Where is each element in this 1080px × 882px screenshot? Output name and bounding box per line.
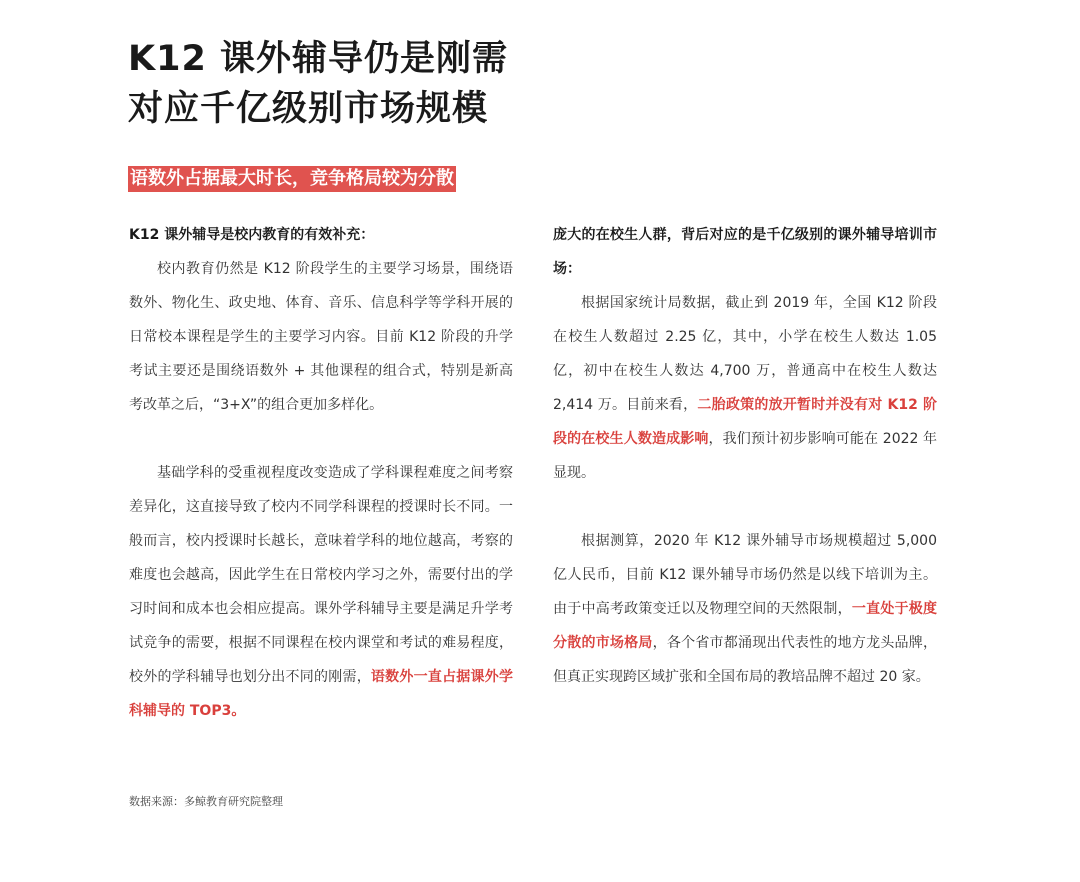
paragraph-gap xyxy=(553,490,937,524)
right-paragraph-1-tail: ，我们预计初步影响可能在 2022 年显现。 xyxy=(553,431,938,481)
data-source-note: 数据来源：多鲸教育研究院整理 xyxy=(129,795,283,808)
left-paragraph-2 xyxy=(129,456,513,728)
title-line-2: 对应千亿级别市场规模 xyxy=(128,89,489,129)
right-column xyxy=(553,218,937,694)
page-title xyxy=(128,34,508,134)
right-paragraph-2 xyxy=(553,524,937,694)
left-column xyxy=(129,218,513,728)
subtitle-banner: 语数外占据最大时长，竞争格局较为分散 xyxy=(128,166,456,192)
right-paragraph-2-text: 根据测算，2020 年 K12 课外辅导市场规模超过 5,000 亿人民币，目前 K12 课外辅导市场仍然是以线下培训为主。由于中高考政策变迁以及物理空间的天然限制， xyxy=(553,533,937,617)
right-paragraph-2-highlight: 一直处于极度分散的市场格局 xyxy=(553,601,938,651)
right-paragraph-1-highlight: 二胎政策的放开暂时并没有对 K12 阶段的在校生人数造成影响 xyxy=(553,397,937,447)
right-heading: 庞大的在校生人群，背后对应的是千亿级别的课外辅导培训市场： xyxy=(553,227,937,277)
paragraph-gap xyxy=(129,422,513,456)
left-paragraph-2-highlight: 语数外一直占据课外学科辅导的 TOP3。 xyxy=(129,669,513,719)
title-line-1: K12 课外辅导仍是刚需 xyxy=(128,39,509,79)
right-paragraph-1-text: 根据国家统计局数据，截止到 2019 年，全国 K12 阶段在校生人数超过 2.25 亿，其中，小学在校生人数达 1.05 亿，初中在校生人数达 4,700 万，普通高中在校生人数达 2,414 万。目前来看， xyxy=(553,295,937,413)
left-heading: K12 课外辅导是校内教育的有效补充： xyxy=(129,227,375,243)
right-paragraph-1 xyxy=(553,286,937,490)
left-paragraph-2-text: 基础学科的受重视程度改变造成了学科课程难度之间考察差异化，这直接导致了校内不同学科课程的授课时长不同。一般而言，校内授课时长越长，意味着学科的地位越高，考察的难度也会越高，因此学生在日常校内学习之外，需要付出的学习时间和成本也会相应提高。课外学科辅导主要是满足升学考试竞争的需要，根据不同课程在校内课堂和考试的难易程度，校外的学科辅导也划分出不同的刚需， xyxy=(129,465,513,685)
left-paragraph-1: 校内教育仍然是 K12 阶段学生的主要学习场景，围绕语数外、物化生、政史地、体育、音乐、信息科学等学科开展的日常校本课程是学生的主要学习内容。目前 K12 阶段的升学考试主要还是围绕语数外 + 其他课程的组合式，特别是新高考改革之后，“3+X”的组合更加多样化。 xyxy=(129,261,513,413)
right-paragraph-2-tail: ，各个省市都涌现出代表性的地方龙头品牌，但真正实现跨区域扩张和全国布局的教培品牌不超过 20 家。 xyxy=(553,635,938,685)
